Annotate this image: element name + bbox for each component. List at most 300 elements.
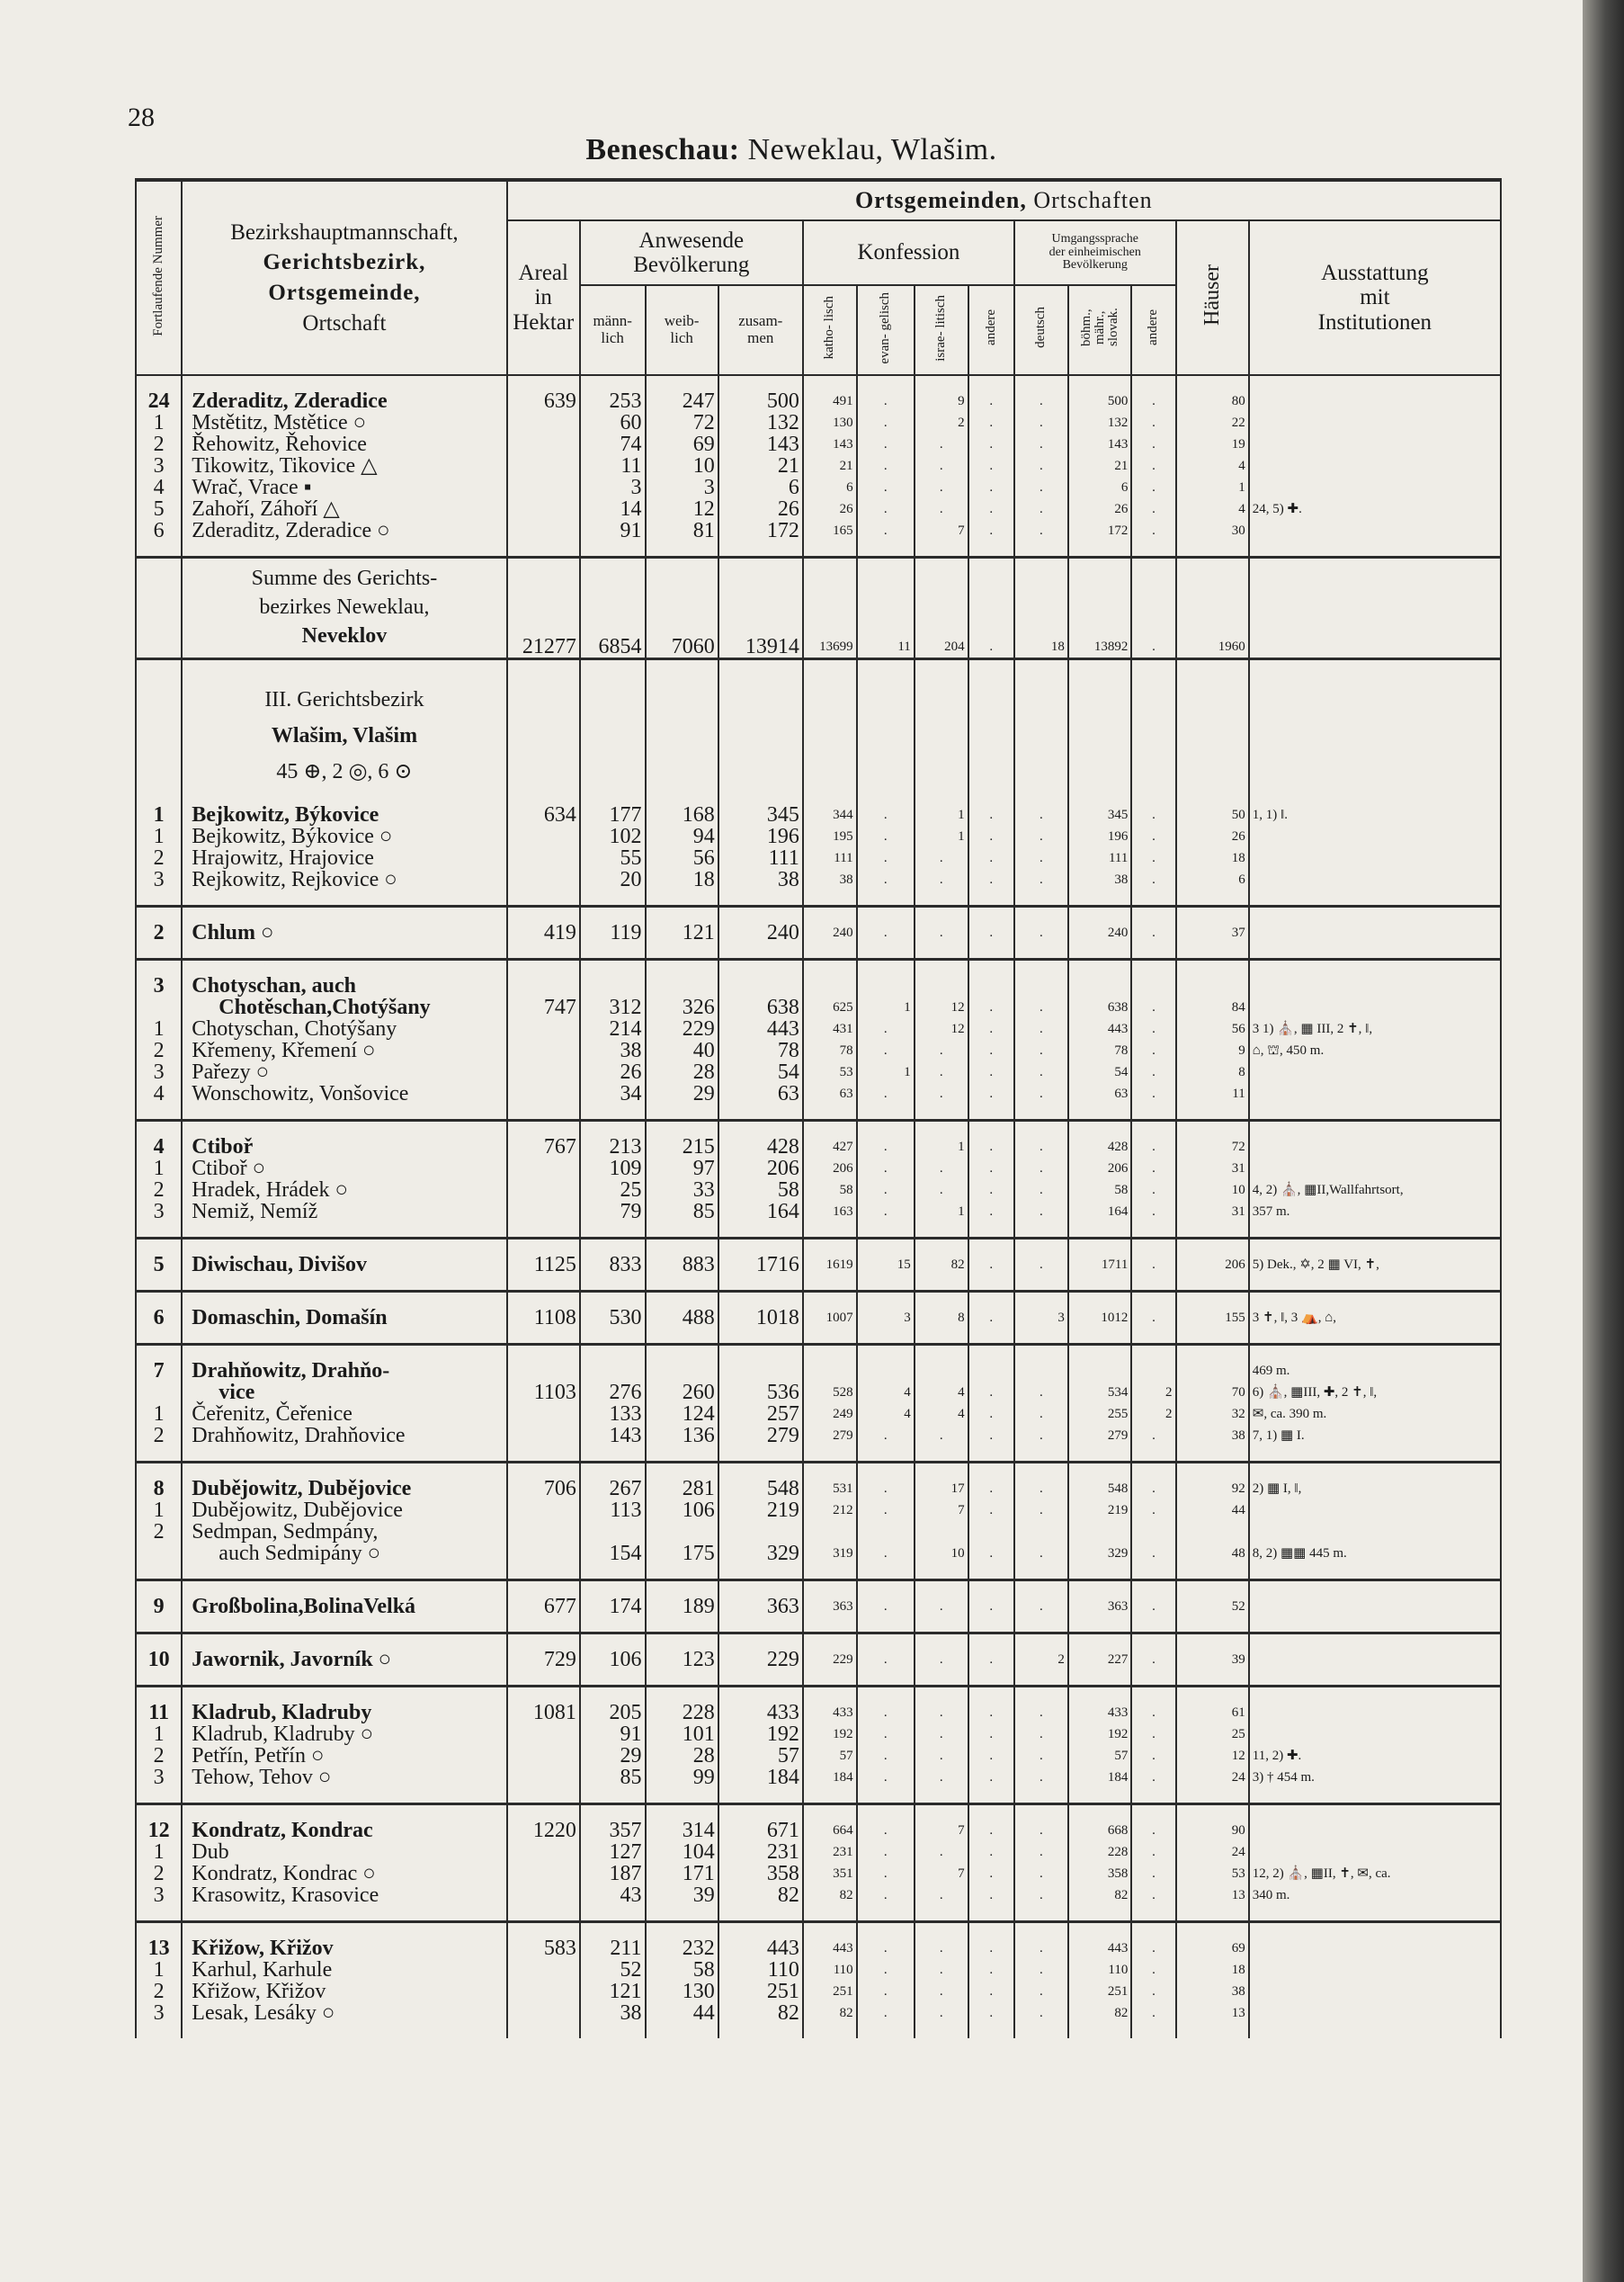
spacer-cell [1131, 1564, 1175, 1580]
value-h: 18 [1176, 847, 1249, 869]
place-name: Čeřenitz, Čeřenice [182, 1403, 506, 1425]
spacer-cell [1131, 960, 1175, 976]
spacer-cell [968, 1239, 1014, 1255]
spacer-cell [1068, 375, 1132, 390]
value-bo: 58 [1068, 1179, 1132, 1201]
value-i: . [915, 1649, 968, 1670]
spacer-cell [1014, 1906, 1068, 1922]
value-d: . [1014, 847, 1068, 869]
table-row [136, 1040, 1501, 1061]
value-a: . [968, 1499, 1014, 1521]
spacer-cell [1014, 2024, 1068, 2038]
value-o: . [1131, 455, 1175, 477]
value-k [803, 1360, 857, 1382]
value-w: 130 [646, 1981, 718, 2002]
value-z: 279 [718, 1425, 803, 1446]
spacer-cell [915, 1345, 968, 1361]
value-k: 110 [803, 1959, 857, 1981]
institutions [1249, 2002, 1501, 2024]
spacer-cell [1131, 1446, 1175, 1463]
area-hectare [507, 1201, 580, 1222]
table-row [136, 412, 1501, 434]
empty-cell [646, 659, 718, 791]
value-d [1014, 975, 1068, 997]
row-number [136, 1382, 182, 1403]
institutions: 3) † 454 m. [1249, 1767, 1501, 1788]
value-a: . [968, 1136, 1014, 1158]
value-e: . [857, 804, 915, 826]
row-number: 1 [136, 1841, 182, 1863]
value-i: 12 [915, 1018, 968, 1040]
spacer-cell [182, 1463, 506, 1479]
value-m: 74 [580, 434, 646, 455]
spacer-cell [803, 1670, 857, 1687]
spacer-cell [1131, 1345, 1175, 1361]
value-z: 206 [718, 1158, 803, 1179]
value-a: . [968, 1478, 1014, 1499]
institutions [1249, 558, 1501, 659]
spacer-cell [1068, 907, 1132, 923]
institutions [1249, 847, 1501, 869]
value-i [915, 1521, 968, 1543]
value-h: 69 [1176, 1937, 1249, 1959]
spacer-cell [1068, 1670, 1132, 1687]
summary-k: 13699 [803, 558, 857, 659]
value-bo: 638 [1068, 997, 1132, 1018]
spacer-cell [1176, 1446, 1249, 1463]
spacer-cell [136, 1329, 182, 1345]
spacer-cell [1014, 1580, 1068, 1597]
spacer-cell [136, 1804, 182, 1821]
spacer-cell [803, 2024, 857, 2038]
value-z: 363 [718, 1596, 803, 1617]
spacer-cell [1249, 890, 1501, 907]
spacer-cell [968, 1463, 1014, 1479]
spacer-cell [507, 1687, 580, 1703]
page-title [0, 133, 1583, 167]
value-i: . [915, 2002, 968, 2024]
empty-cell [1176, 659, 1249, 791]
spacer-cell [1068, 1105, 1132, 1121]
spacer-cell [1249, 1633, 1501, 1650]
place-name: Tehow, Tehov ○ [182, 1767, 506, 1788]
place-name: Jawornik, Javorník ○ [182, 1649, 506, 1670]
row-number: 1 [136, 1959, 182, 1981]
row-number: 8 [136, 1478, 182, 1499]
spacer-cell [580, 1329, 646, 1345]
value-h: 90 [1176, 1820, 1249, 1841]
spacer-cell [1176, 1687, 1249, 1703]
book-binding [1583, 0, 1624, 2282]
area-hectare [507, 1179, 580, 1201]
institutions [1249, 1499, 1501, 1521]
value-a: . [968, 1884, 1014, 1906]
institutions: 4, 2) ⛪, ▦II,Wallfahrtsort, [1249, 1179, 1501, 1201]
value-i: . [915, 1596, 968, 1617]
spacer-cell [1176, 960, 1249, 976]
row-number [136, 558, 182, 659]
place-name: Hrajowitz, Hrajovice [182, 847, 506, 869]
value-h: 9 [1176, 1040, 1249, 1061]
value-a: . [968, 1403, 1014, 1425]
spacer-cell [1249, 1292, 1501, 1308]
spacer-cell [1176, 1633, 1249, 1650]
spacer-row [136, 1564, 1501, 1580]
area-hectare: 677 [507, 1596, 580, 1617]
spacer-cell [182, 1345, 506, 1361]
value-w: 10 [646, 455, 718, 477]
area-hectare [507, 1723, 580, 1745]
value-i: 8 [915, 1307, 968, 1329]
area-hectare [507, 1959, 580, 1981]
spacer-cell [968, 1687, 1014, 1703]
spacer-cell [968, 1121, 1014, 1137]
value-bo: 21 [1068, 455, 1132, 477]
value-w: 94 [646, 826, 718, 847]
spacer-cell [915, 1275, 968, 1292]
value-a: . [968, 520, 1014, 541]
spacer-cell [1249, 1105, 1501, 1121]
institutions: 2) ▦ I, ǁ, [1249, 1478, 1501, 1499]
spacer-cell [915, 1580, 968, 1597]
row-number: 3 [136, 1061, 182, 1083]
spacer-cell [718, 375, 803, 390]
value-a: . [968, 2002, 1014, 2024]
value-bo: 534 [1068, 1382, 1132, 1403]
place-name: Křižow, Křižov [182, 1981, 506, 2002]
value-i: 4 [915, 1382, 968, 1403]
table-row [136, 1201, 1501, 1222]
value-m [580, 975, 646, 997]
spacer-cell [857, 1687, 915, 1703]
value-h: 13 [1176, 1884, 1249, 1906]
value-m: 276 [580, 1382, 646, 1403]
value-k: 206 [803, 1158, 857, 1179]
value-o: . [1131, 1981, 1175, 2002]
table-row [136, 1382, 1501, 1403]
spacer-cell [857, 1670, 915, 1687]
value-d: . [1014, 997, 1068, 1018]
summary-bo: 13892 [1068, 558, 1132, 659]
value-o: . [1131, 477, 1175, 498]
summary-e: 11 [857, 558, 915, 659]
table-row [136, 390, 1501, 412]
spacer-cell [182, 1564, 506, 1580]
table-row [136, 1425, 1501, 1446]
value-d: . [1014, 1959, 1068, 1981]
spacer-cell [1068, 2024, 1132, 2038]
spacer-cell [857, 1922, 915, 1938]
spacer-cell [1068, 1275, 1132, 1292]
spacer-row [136, 1670, 1501, 1687]
spacer-cell [1014, 375, 1068, 390]
spacer-row [136, 1580, 1501, 1597]
spacer-cell [646, 907, 718, 923]
value-a: . [968, 1937, 1014, 1959]
value-k: 664 [803, 1820, 857, 1841]
spacer-cell [968, 1564, 1014, 1580]
spacer-cell [1068, 1239, 1132, 1255]
institutions [1249, 1959, 1501, 1981]
spacer-cell [1131, 790, 1175, 804]
value-o: . [1131, 1061, 1175, 1083]
place-name: Tikowitz, Tikovice △ [182, 455, 506, 477]
value-h: 155 [1176, 1307, 1249, 1329]
spacer-cell [507, 1446, 580, 1463]
header-bevoelkerung: Anwesende Bevölkerung [580, 220, 803, 285]
value-e: . [857, 1820, 915, 1841]
header-ortsgemeinden: Ortsgemeinden, Ortschaften [507, 180, 1501, 220]
header-ausstattung: Ausstattung mit Institutionen [1249, 220, 1501, 375]
value-bo: 82 [1068, 2002, 1132, 2024]
spacer-cell [1068, 1292, 1132, 1308]
spacer-cell [1131, 1105, 1175, 1121]
spacer-cell [580, 1922, 646, 1938]
spacer-cell [915, 790, 968, 804]
value-e: . [857, 1841, 915, 1863]
spacer-cell [1014, 1804, 1068, 1821]
spacer-cell [1068, 1922, 1132, 1938]
spacer-cell [507, 1239, 580, 1255]
spacer-cell [182, 790, 506, 804]
value-h: 8 [1176, 1061, 1249, 1083]
spacer-cell [136, 944, 182, 960]
value-k: 6 [803, 477, 857, 498]
row-number: 1 [136, 1723, 182, 1745]
header-evangelisch: evan- gelisch [857, 285, 915, 375]
value-o: . [1131, 1937, 1175, 1959]
spacer-cell [1131, 1922, 1175, 1938]
spacer-cell [915, 907, 968, 923]
value-e: 4 [857, 1382, 915, 1403]
table-row [136, 1158, 1501, 1179]
spacer-row [136, 541, 1501, 558]
row-number: 13 [136, 1937, 182, 1959]
value-o: . [1131, 869, 1175, 890]
spacer-cell [1068, 1804, 1132, 1821]
value-m: 143 [580, 1425, 646, 1446]
area-hectare [507, 434, 580, 455]
spacer-cell [968, 1329, 1014, 1345]
area-hectare [507, 1018, 580, 1040]
spacer-row [136, 1804, 1501, 1821]
value-o: . [1131, 847, 1175, 869]
spacer-cell [1176, 1345, 1249, 1361]
empty-cell [1249, 659, 1501, 791]
value-e: . [857, 1767, 915, 1788]
value-h: 18 [1176, 1959, 1249, 1981]
value-e: . [857, 2002, 915, 2024]
value-z: 428 [718, 1136, 803, 1158]
spacer-cell [857, 375, 915, 390]
spacer-cell [968, 1446, 1014, 1463]
spacer-row [136, 1617, 1501, 1633]
value-d: . [1014, 2002, 1068, 2024]
spacer-cell [968, 1906, 1014, 1922]
value-d: . [1014, 1201, 1068, 1222]
institutions [1249, 412, 1501, 434]
spacer-cell [1176, 375, 1249, 390]
spacer-cell [646, 1687, 718, 1703]
value-d: . [1014, 412, 1068, 434]
value-k: 431 [803, 1018, 857, 1040]
spacer-cell [718, 1687, 803, 1703]
spacer-cell [1014, 1222, 1068, 1239]
empty-cell [803, 659, 857, 791]
value-i: 82 [915, 1254, 968, 1275]
spacer-cell [1068, 1564, 1132, 1580]
table-row [136, 1061, 1501, 1083]
value-d: . [1014, 804, 1068, 826]
value-m: 106 [580, 1649, 646, 1670]
institutions [1249, 455, 1501, 477]
value-i: 1 [915, 804, 968, 826]
place-name: Rejkowitz, Rejkovice ○ [182, 869, 506, 890]
value-bo: 164 [1068, 1201, 1132, 1222]
area-hectare [507, 412, 580, 434]
value-d: . [1014, 1596, 1068, 1617]
value-a: . [968, 1959, 1014, 1981]
spacer-row [136, 2024, 1501, 2038]
value-k: 231 [803, 1841, 857, 1863]
summary-line: Summe des Gerichts- [251, 567, 438, 590]
spacer-cell [136, 1906, 182, 1922]
spacer-cell [968, 1670, 1014, 1687]
spacer-cell [1249, 1670, 1501, 1687]
spacer-cell [857, 1292, 915, 1308]
spacer-cell [718, 1804, 803, 1821]
spacer-cell [718, 790, 803, 804]
institutions: 8, 2) ▦▦ 445 m. [1249, 1543, 1501, 1564]
value-w: 44 [646, 2002, 718, 2024]
value-d [1014, 1360, 1068, 1382]
table-row [136, 1403, 1501, 1425]
spacer-cell [718, 1446, 803, 1463]
institutions [1249, 869, 1501, 890]
value-a: . [968, 1767, 1014, 1788]
spacer-cell [1249, 2024, 1501, 2038]
value-o: . [1131, 922, 1175, 944]
place-name: Hradek, Hrádek ○ [182, 1179, 506, 1201]
value-o: . [1131, 1767, 1175, 1788]
spacer-row [136, 1906, 1501, 1922]
value-z: 443 [718, 1018, 803, 1040]
value-k: 21 [803, 455, 857, 477]
spacer-cell [136, 1633, 182, 1650]
institutions: 357 m. [1249, 1201, 1501, 1222]
spacer-cell [803, 1687, 857, 1703]
spacer-cell [915, 2024, 968, 2038]
spacer-cell [1131, 1788, 1175, 1804]
table-row [136, 1136, 1501, 1158]
place-name: Wrač, Vrace ▪ [182, 477, 506, 498]
value-e: 4 [857, 1403, 915, 1425]
spacer-cell [580, 1564, 646, 1580]
value-k: 184 [803, 1767, 857, 1788]
spacer-cell [507, 960, 580, 976]
value-z: 671 [718, 1820, 803, 1841]
institutions: 7, 1) ▦ I. [1249, 1425, 1501, 1446]
spacer-cell [1176, 1922, 1249, 1938]
value-a: . [968, 1179, 1014, 1201]
value-i: . [915, 1745, 968, 1767]
spacer-cell [182, 960, 506, 976]
row-number: 2 [136, 1863, 182, 1884]
spacer-cell [1131, 1617, 1175, 1633]
value-bo: 6 [1068, 477, 1132, 498]
area-hectare: 1125 [507, 1254, 580, 1275]
value-m: 26 [580, 1061, 646, 1083]
value-a: . [968, 1745, 1014, 1767]
spacer-cell [182, 907, 506, 923]
value-z: 58 [718, 1179, 803, 1201]
value-e: . [857, 1201, 915, 1222]
place-name: Kladrub, Kladruby [182, 1702, 506, 1723]
spacer-cell [136, 1446, 182, 1463]
value-k: 528 [803, 1382, 857, 1403]
value-k: 192 [803, 1723, 857, 1745]
value-z: 78 [718, 1040, 803, 1061]
value-a: . [968, 826, 1014, 847]
spacer-cell [507, 1788, 580, 1804]
place-name: Ctiboř ○ [182, 1158, 506, 1179]
spacer-cell [507, 907, 580, 923]
value-z: 231 [718, 1841, 803, 1863]
value-a: . [968, 1307, 1014, 1329]
spacer-cell [1176, 1222, 1249, 1239]
row-number: 1 [136, 804, 182, 826]
row-number: 2 [136, 1425, 182, 1446]
spacer-cell [507, 1292, 580, 1308]
value-w: 39 [646, 1884, 718, 1906]
value-d: . [1014, 455, 1068, 477]
place-name: Drahňowitz, Drahňo- [182, 1360, 506, 1382]
value-e: 15 [857, 1254, 915, 1275]
row-number: 2 [136, 1521, 182, 1543]
value-w: 326 [646, 997, 718, 1018]
value-bo: 26 [1068, 498, 1132, 520]
value-h: 22 [1176, 412, 1249, 434]
value-bo: 443 [1068, 1018, 1132, 1040]
value-bo: 228 [1068, 1841, 1132, 1863]
spacer-cell [646, 1670, 718, 1687]
spacer-cell [1249, 1804, 1501, 1821]
place-name: Bejkowitz, Býkovice [182, 804, 506, 826]
spacer-cell [968, 1633, 1014, 1650]
header-andere-sprache: andere [1131, 285, 1175, 375]
spacer-cell [182, 1446, 506, 1463]
value-m: 253 [580, 390, 646, 412]
value-h: 50 [1176, 804, 1249, 826]
value-k: 240 [803, 922, 857, 944]
place-name: Großbolina,BolinaVelká [182, 1596, 506, 1617]
value-a: . [968, 1596, 1014, 1617]
summary-m: 6854 [580, 558, 646, 659]
value-z: 26 [718, 498, 803, 520]
spacer-cell [803, 1633, 857, 1650]
spacer-row [136, 1345, 1501, 1361]
spacer-cell [1014, 1564, 1068, 1580]
spacer-cell [968, 1580, 1014, 1597]
area-hectare: 729 [507, 1649, 580, 1670]
spacer-cell [1014, 907, 1068, 923]
value-w: 58 [646, 1959, 718, 1981]
spacer-cell [507, 1617, 580, 1633]
row-number: 24 [136, 390, 182, 412]
spacer-cell [857, 1121, 915, 1137]
row-number: 3 [136, 1884, 182, 1906]
spacer-cell [182, 1633, 506, 1650]
